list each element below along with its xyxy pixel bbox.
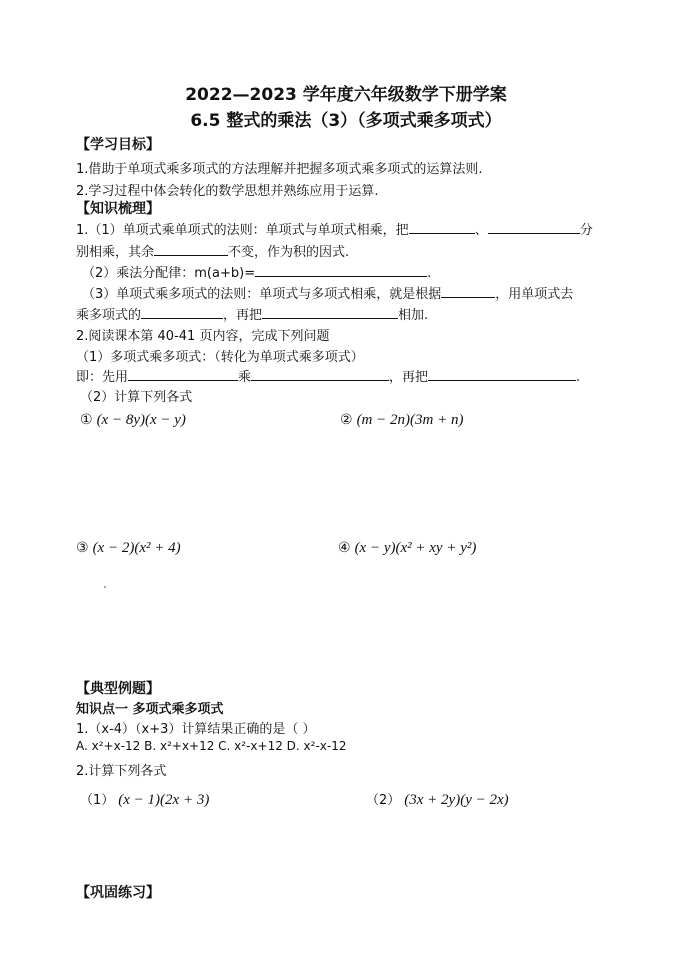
answer-blank[interactable] <box>428 368 576 381</box>
question-1-options: A. x²+x-12 B. x²+x+12 C. x²-x+12 D. x²-x-12 <box>76 739 347 753</box>
consolidate-heading: 【巩固练习】 <box>76 885 160 901</box>
exercise-expression: (x − 8y)(x − y) <box>96 412 186 428</box>
separator: 、 <box>474 223 488 238</box>
review-line-5-text: 乘多项式的 <box>76 308 142 323</box>
answer-blank[interactable] <box>141 306 223 319</box>
review-line-2 <box>76 241 349 260</box>
stray-mark <box>104 586 106 588</box>
knowledge-point-1: 知识点一 多项式乘多项式 <box>76 702 224 717</box>
answer-blank[interactable] <box>251 368 389 381</box>
review-line-9: （2）计算下列各式 <box>80 390 193 405</box>
answer-blank[interactable] <box>441 285 495 298</box>
item-number: （2） <box>366 793 401 808</box>
review-heading: 【知识梳理】 <box>76 201 160 217</box>
review-line-3 <box>82 262 431 281</box>
exercise-expression: (x − y)(x² + xy + y²) <box>354 540 477 556</box>
exercise-1 <box>80 412 186 429</box>
answer-blank[interactable] <box>409 221 475 234</box>
review-line-2-end: 不变，作为积的因式. <box>228 245 350 260</box>
item-expression: (x − 1)(2x + 3) <box>118 792 210 808</box>
exercise-number: ③ <box>76 540 89 556</box>
exercise-2 <box>340 412 463 429</box>
question-2-item-1 <box>80 789 209 809</box>
review-line-8-mid2: ，再把 <box>389 370 429 385</box>
answer-blank[interactable] <box>128 368 238 381</box>
exercise-number: ① <box>80 412 93 428</box>
page-title: 2022—2023 学年度六年级数学下册学案 <box>185 85 507 105</box>
exercise-expression: (m − 2n)(3m + n) <box>356 412 464 428</box>
answer-blank[interactable] <box>488 221 580 234</box>
review-line-1 <box>76 219 593 238</box>
exercise-number: ② <box>340 412 353 428</box>
goal-item-1: 1.借助于单项式乘多项式的方法理解并把握多项式乘多项式的运算法则. <box>76 162 483 177</box>
review-line-8 <box>76 366 580 385</box>
review-line-4-end: ，用单项式去 <box>495 287 574 302</box>
review-line-4-text: （3）单项式乘多项式的法则：单项式与多项式相乘，就是根据 <box>82 287 442 302</box>
goal-item-2: 2.学习过程中体会转化的数学思想并熟练应用于运算. <box>76 184 379 199</box>
item-expression: (3x + 2y)(y − 2x) <box>404 792 509 808</box>
review-line-6: 2.阅读课本第 40-41 页内容，完成下列问题 <box>76 329 330 344</box>
review-line-2-text: 别相乘，其余 <box>76 245 155 260</box>
review-line-8-end: . <box>576 370 581 385</box>
review-line-3-end: . <box>427 266 432 281</box>
page-subtitle: 6.5 整式的乘法（3）（多项式乘多项式） <box>190 111 502 131</box>
answer-blank[interactable] <box>154 243 228 256</box>
review-line-5-end: 相加. <box>398 308 429 323</box>
item-number: （1） <box>80 793 115 808</box>
goals-heading: 【学习目标】 <box>76 137 160 153</box>
exercise-number: ④ <box>338 540 351 556</box>
answer-blank[interactable] <box>255 264 427 277</box>
review-line-8-mid1: 乘 <box>238 370 252 385</box>
exercise-expression: (x − 2)(x² + 4) <box>92 540 181 556</box>
examples-heading: 【典型例题】 <box>76 681 160 697</box>
exercise-4 <box>338 540 476 557</box>
review-line-7: （1）多项式乘多项式：（转化为单项式乘多项式） <box>76 350 364 365</box>
question-2-item-2 <box>366 789 509 809</box>
question-1: 1.（x-4）（x+3）计算结果正确的是（ ） <box>76 722 316 737</box>
exercise-3 <box>76 540 181 557</box>
question-2: 2.计算下列各式 <box>76 764 167 779</box>
review-line-3-text: （2）乘法分配律：m(a+b)= <box>82 266 256 281</box>
review-line-5 <box>76 304 428 323</box>
review-line-1-text: 1.（1）单项式乘单项式的法则：单项式与单项式相乘，把 <box>76 223 409 238</box>
review-line-4 <box>82 283 573 302</box>
review-line-5-mid: ，再把 <box>223 308 263 323</box>
answer-blank[interactable] <box>262 306 398 319</box>
review-line-8-text: 即：先用 <box>76 370 129 385</box>
review-line-1-end: 分 <box>579 223 593 238</box>
